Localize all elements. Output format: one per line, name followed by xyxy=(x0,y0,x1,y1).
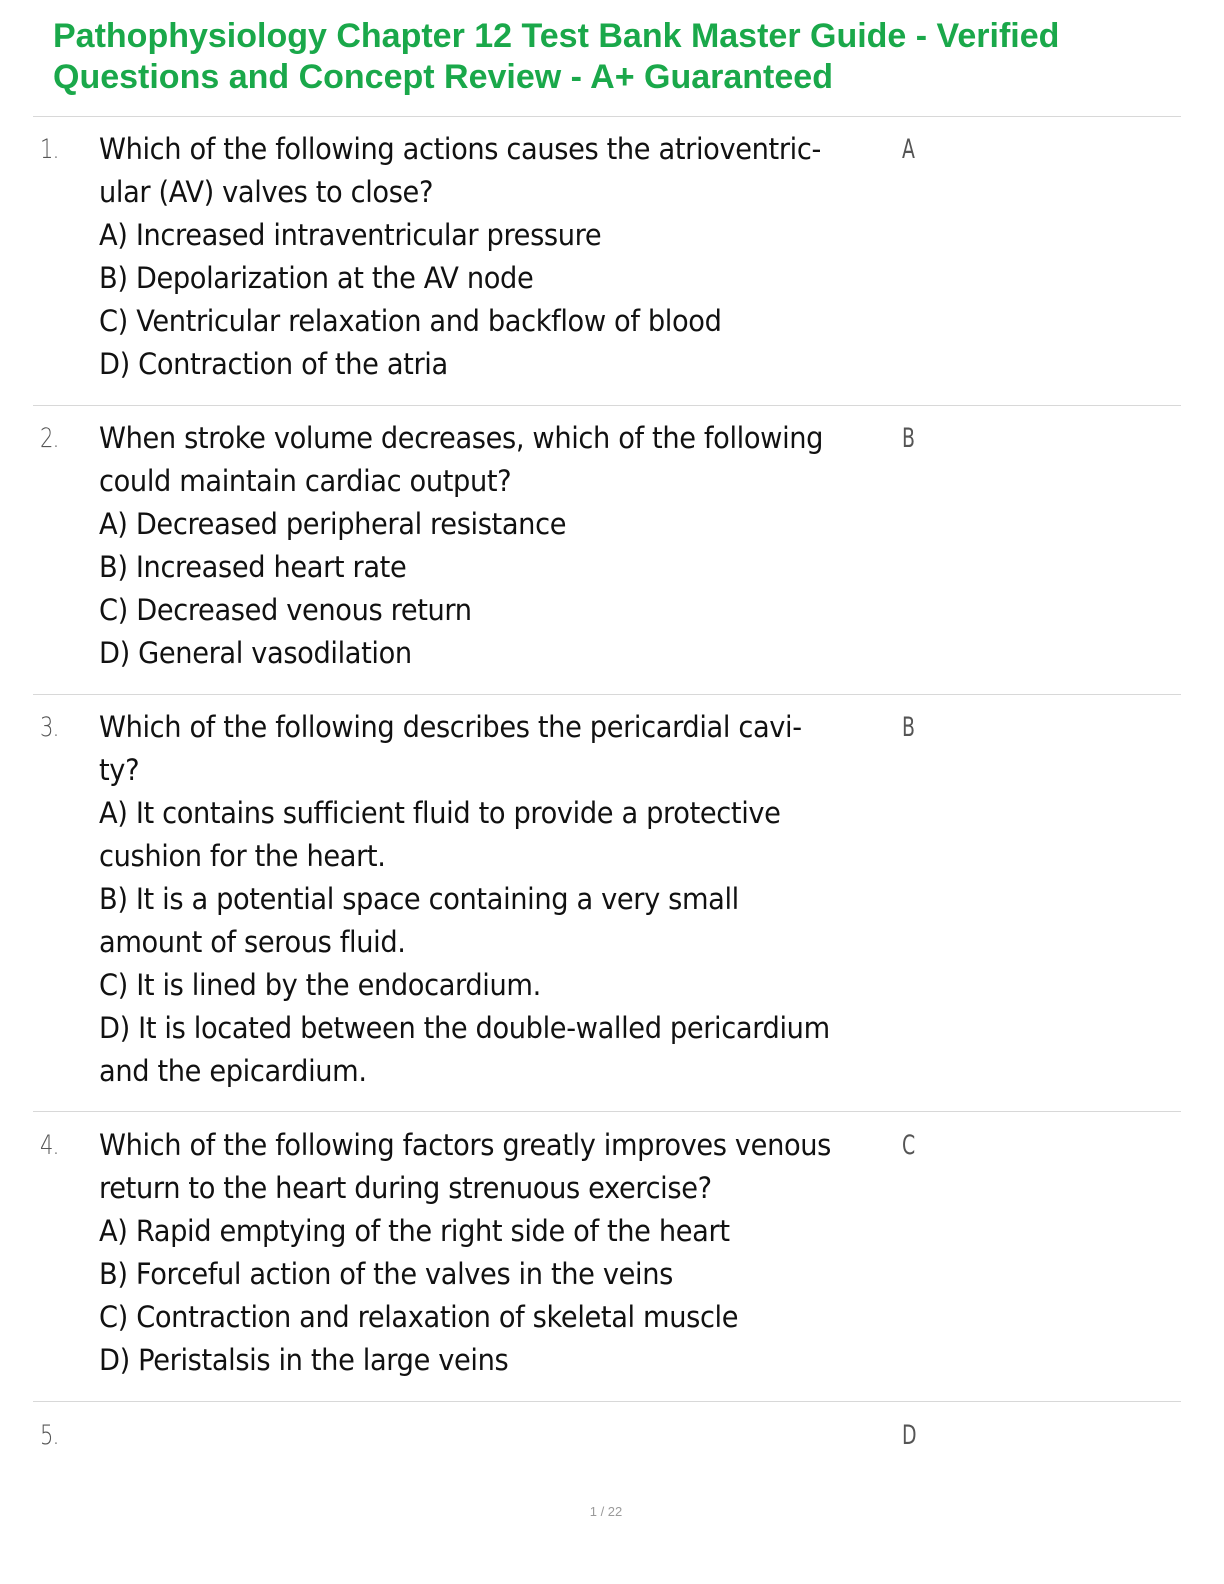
option-b: amount of serous fluid. xyxy=(99,925,406,959)
option-d: D) It is located between the double-walled pericardium xyxy=(99,1011,830,1045)
option-c: C) Contraction and relaxation of skeletal muscle xyxy=(99,1300,739,1334)
answer-key: B xyxy=(902,423,915,454)
option-a: A) Decreased peripheral resistance xyxy=(99,507,567,541)
option-d: and the epicardium. xyxy=(99,1054,367,1088)
document-title: Pathophysiology Chapter 12 Test Bank Master Guide - Verified Questions and Concept Review - A+ Guaranteed xyxy=(53,17,1060,96)
question-line: return to the heart during strenuous exercise? xyxy=(99,1171,712,1205)
question-text xyxy=(99,706,899,1093)
option-b: B) It is a potential space containing a very small xyxy=(99,882,739,916)
question-text xyxy=(99,128,899,386)
divider xyxy=(33,1401,1181,1402)
option-d: D) Peristalsis in the large veins xyxy=(99,1343,509,1377)
option-a: A) It contains sufficient fluid to provide a protective xyxy=(99,796,781,830)
option-b: B) Depolarization at the AV node xyxy=(99,261,534,295)
question-number: 1. xyxy=(40,134,59,165)
option-b: B) Increased heart rate xyxy=(99,550,407,584)
question-text xyxy=(99,1124,899,1382)
question-line: Which of the following actions causes the atrioventric- xyxy=(99,132,821,166)
option-a: cushion for the heart. xyxy=(99,839,386,873)
answer-key: C xyxy=(902,1130,916,1161)
divider xyxy=(33,116,1181,117)
question-number: 2. xyxy=(40,423,59,454)
divider xyxy=(33,1111,1181,1112)
question-number: 3. xyxy=(40,712,59,743)
question-line: When stroke volume decreases, which of the following xyxy=(99,421,824,455)
divider xyxy=(33,694,1181,695)
question-line: Which of the following factors greatly improves venous xyxy=(99,1128,831,1162)
question-text xyxy=(99,417,899,675)
answer-key: A xyxy=(902,134,915,165)
option-c: C) It is lined by the endocardium. xyxy=(99,968,541,1002)
option-c: C) Decreased venous return xyxy=(99,593,472,627)
question-line: ty? xyxy=(99,753,140,787)
question-line: ular (AV) valves to close? xyxy=(99,175,434,209)
answer-key: B xyxy=(902,712,915,743)
option-d: D) Contraction of the atria xyxy=(99,347,448,381)
question-line: could maintain cardiac output? xyxy=(99,464,512,498)
option-a: A) Rapid emptying of the right side of the heart xyxy=(99,1214,730,1248)
option-b: B) Forceful action of the valves in the veins xyxy=(99,1257,673,1291)
divider xyxy=(33,405,1181,406)
question-line: Which of the following describes the pericardial cavi- xyxy=(99,710,802,744)
question-number: 5. xyxy=(40,1420,59,1451)
question-number: 4. xyxy=(40,1130,59,1161)
page-indicator: 1 / 22 xyxy=(589,1504,623,1519)
option-a: A) Increased intraventricular pressure xyxy=(99,218,602,252)
option-d: D) General vasodilation xyxy=(99,636,412,670)
option-c: C) Ventricular relaxation and backflow of blood xyxy=(99,304,722,338)
answer-key: D xyxy=(902,1420,917,1451)
